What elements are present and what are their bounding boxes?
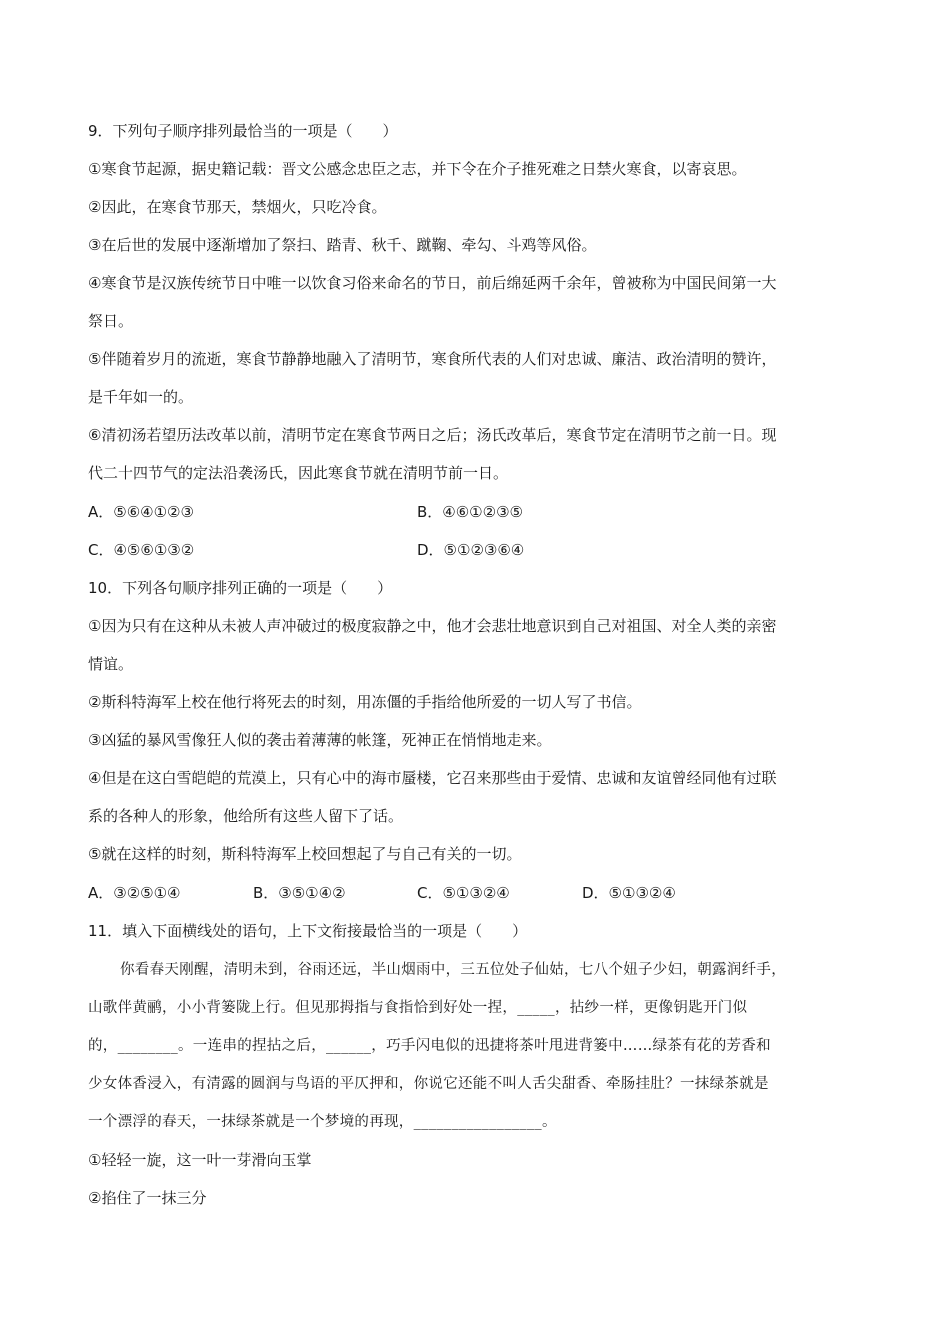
q11-passage-line-3: 的，________。一连串的捏拈之后，______，巧手闪电似的迅捷将茶叶甩进背篓中……绿茶有花的芳香和: [88, 1038, 771, 1054]
q9-option-a[interactable]: A．⑤⑥④①②③: [88, 503, 194, 521]
q11-choice-1: ①轻轻一旋，这一叶一芽滑向玉掌: [88, 1151, 312, 1169]
q10-stem: 10．下列各句顺序排列正确的一项是（ ）: [88, 579, 393, 597]
q11-passage-line-1: 你看春天刚醒，清明未到，谷雨还远，半山烟雨中，三五位处子仙姑，七八个妞子少妇，朝露润纤手，: [120, 962, 786, 978]
q9-option-c[interactable]: C．④⑤⑥①③②: [88, 541, 195, 559]
q10-option-a[interactable]: A．③②⑤①④: [88, 884, 181, 902]
q9-sentence-1: ①寒食节起源，据史籍记载：晋文公感念忠臣之志，并下令在介子推死难之日禁火寒食，以寄哀思。: [88, 160, 747, 178]
q11-passage-line-5: 一个漂浮的春天，一抹绿茶就是一个梦境的再现，_________________。: [88, 1114, 557, 1130]
q10-sentence-1-line-2: 情谊。: [88, 655, 134, 673]
q9-sentence-4-line-2: 祭日。: [88, 312, 134, 330]
q10-sentence-4-line-1: ④但是在这白雪皑皑的荒漠上，只有心中的海市蜃楼，它召来那些由于爱情、忠诚和友谊曾经同他有过联: [88, 769, 777, 787]
q9-sentence-5-line-2: 是千年如一的。: [88, 388, 194, 406]
q10-option-b[interactable]: B．③⑤①④②: [253, 884, 346, 902]
q11-passage-line-4: 少女体香浸入，有清露的圆润与鸟语的平仄押和，你说它还能不叫人舌尖甜香、牵肠挂肚？一抹绿茶就是: [88, 1076, 769, 1092]
q11-choice-2: ②掐住了一抹三分: [88, 1189, 207, 1207]
q9-sentence-2: ②因此，在寒食节那天，禁烟火，只吃冷食。: [88, 198, 387, 216]
q10-option-c[interactable]: C．⑤①③②④: [417, 884, 510, 902]
q11-passage-line-2: 山歌伴黄鹂，小小背篓陇上行。但见那拇指与食指恰到好处一捏，_____，拈纱一样，更像钥匙开门似: [88, 1000, 748, 1016]
q9-option-d[interactable]: D．⑤①②③⑥④: [417, 541, 525, 559]
q10-sentence-3: ③凶猛的暴风雪像狂人似的袭击着薄薄的帐篷，死神正在悄悄地走来。: [88, 731, 552, 749]
q11-stem: 11．填入下面横线处的语句，上下文衔接最恰当的一项是（ ）: [88, 922, 528, 940]
q9-sentence-6-line-2: 代二十四节气的定法沿袭汤氏，因此寒食节就在清明节前一日。: [88, 464, 509, 482]
q9-sentence-6-line-1: ⑥清初汤若望历法改革以前，清明节定在寒食节两日之后；汤氏改革后，寒食节定在清明节之前一日。现: [88, 426, 777, 444]
q10-sentence-4-line-2: 系的各种人的形象，他给所有这些人留下了话。: [88, 807, 404, 825]
q9-option-b[interactable]: B．④⑥①②③⑤: [417, 503, 523, 521]
q10-sentence-5: ⑤就在这样的时刻，斯科特海军上校回想起了与自己有关的一切。: [88, 845, 522, 863]
q9-sentence-5-line-1: ⑤伴随着岁月的流逝，寒食节静静地融入了清明节，寒食所代表的人们对忠诚、廉洁、政治清明的赞许，: [88, 350, 777, 368]
q10-sentence-2: ②斯科特海军上校在他行将死去的时刻，用冻僵的手指给他所爱的一切人写了书信。: [88, 693, 642, 711]
q10-sentence-1-line-1: ①因为只有在这种从未被人声冲破过的极度寂静之中，他才会悲壮地意识到自己对祖国、对全人类的亲密: [88, 617, 777, 635]
q9-sentence-3: ③在后世的发展中逐渐增加了祭扫、踏青、秋千、蹴鞠、牵勾、斗鸡等风俗。: [88, 236, 597, 254]
q10-option-d[interactable]: D．⑤①③②④: [582, 884, 676, 902]
q9-stem: 9．下列句子顺序排列最恰当的一项是（ ）: [88, 122, 398, 140]
q9-sentence-4-line-1: ④寒食节是汉族传统节日中唯一以饮食习俗来命名的节日，前后绵延两千余年，曾被称为中国民间第一大: [88, 274, 777, 292]
